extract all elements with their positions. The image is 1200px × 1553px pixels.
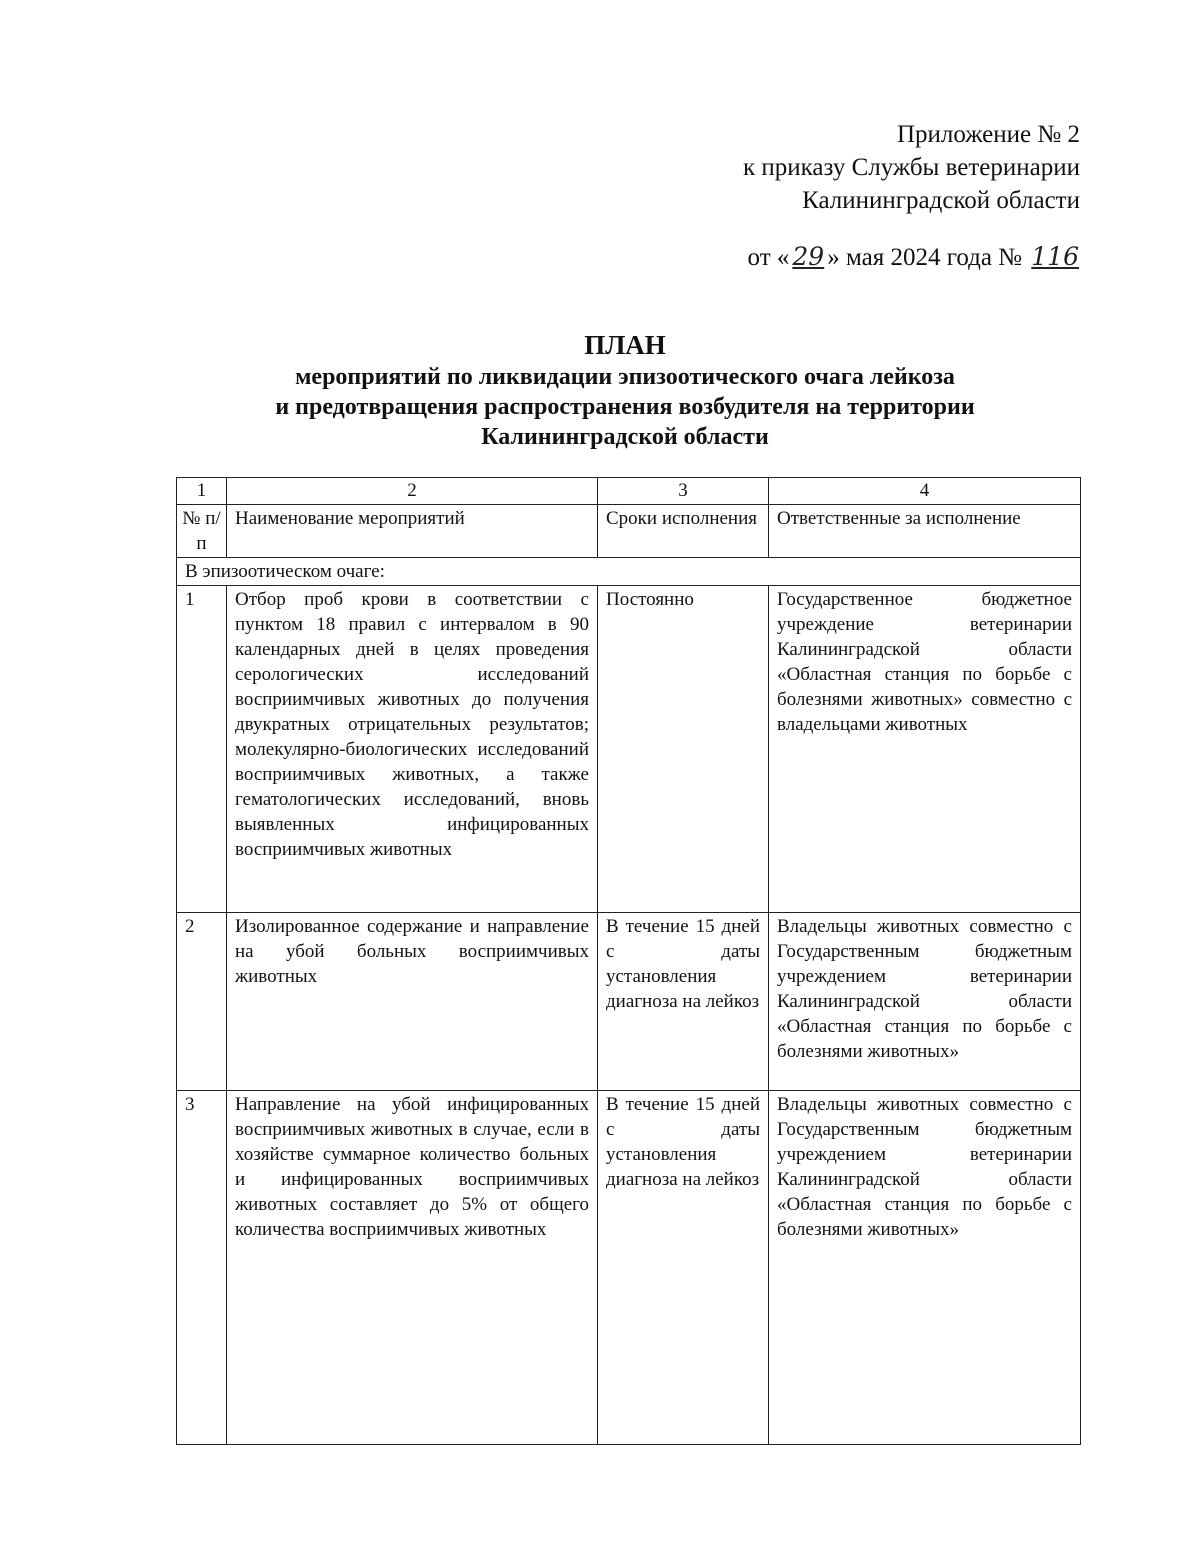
order-prefix: от « <box>747 244 790 271</box>
row-responsible: Владельцы животных совместно с Государственным бюджетным учреждением ветеринарии Калининградской области «Областная станция по борьбе с болезнями животных» <box>769 1091 1081 1445</box>
row-terms: Постоянно <box>598 586 769 913</box>
row-num: 2 <box>177 913 227 1091</box>
column-number: 2 <box>227 478 598 505</box>
appendix-header <box>743 118 1080 217</box>
document-title <box>100 328 1150 452</box>
title-line-3: Калининградской области <box>481 424 769 450</box>
header-row <box>177 505 1081 558</box>
section-label: В эпизоотическом очаге: <box>177 558 1081 586</box>
order-number: 116 <box>1031 242 1079 271</box>
column-number: 4 <box>769 478 1081 505</box>
row-responsible: Владельцы животных совместно с Государственным бюджетным учреждением ветеринарии Калининградской области «Областная станция по борьбе с болезнями животных» <box>769 913 1081 1091</box>
table-row <box>177 913 1081 1091</box>
table-row <box>177 586 1081 913</box>
row-terms: В течение 15 дней с даты установления диагноза на лейкоз <box>598 913 769 1091</box>
column-number: 1 <box>177 478 227 505</box>
row-name: Направление на убой инфицированных восприимчивых животных в случае, если в хозяйстве суммарное количество больных и инфицированных восприимчивых животных составляет до 5% от общего количества восприимчивых животных <box>227 1091 598 1445</box>
header-terms: Сроки исполнения <box>598 505 769 558</box>
header-num: № п/п <box>177 505 227 558</box>
column-number: 3 <box>598 478 769 505</box>
row-num: 3 <box>177 1091 227 1445</box>
row-name: Изолированное содержание и направление на убой больных восприимчивых животных <box>227 913 598 1091</box>
title-line-1: мероприятий по ликвидации эпизоотического очага лейкоза <box>295 364 955 390</box>
order-day: 29 <box>792 242 825 271</box>
column-number-row <box>177 478 1081 505</box>
table-row <box>177 1091 1081 1445</box>
order-date-line <box>748 240 1082 274</box>
appendix-line-1: Приложение № 2 <box>896 121 1080 148</box>
title-line-2: и предотвращения распространения возбудителя на территории <box>275 394 975 420</box>
appendix-line-3: Калининградской области <box>802 187 1080 214</box>
row-terms: В течение 15 дней с даты установления диагноза на лейкоз <box>598 1091 769 1445</box>
plan-table <box>176 477 1081 1445</box>
header-name: Наименование мероприятий <box>227 505 598 558</box>
header-responsible: Ответственные за исполнение <box>769 505 1081 558</box>
section-row <box>177 558 1081 586</box>
title-main: ПЛАН <box>584 330 666 360</box>
row-responsible: Государственное бюджетное учреждение ветеринарии Калининградской области «Областная станция по борьбе с болезнями животных» совместно с владельцами животных <box>769 586 1081 913</box>
row-num: 1 <box>177 586 227 913</box>
row-name: Отбор проб крови в соответствии с пунктом 18 правил с интервалом в 90 календарных дней в целях проведения серологических исследований восприимчивых животных до получения двукратных отрицательных результатов; молекулярно-биологических исследований восприимчивых животных, а также гематологических исследований, вновь выявленных инфицированных восприимчивых животных <box>227 586 598 913</box>
appendix-line-2: к приказу Службы ветеринарии <box>742 154 1080 181</box>
order-middle: » мая 2024 года № <box>827 244 1023 271</box>
